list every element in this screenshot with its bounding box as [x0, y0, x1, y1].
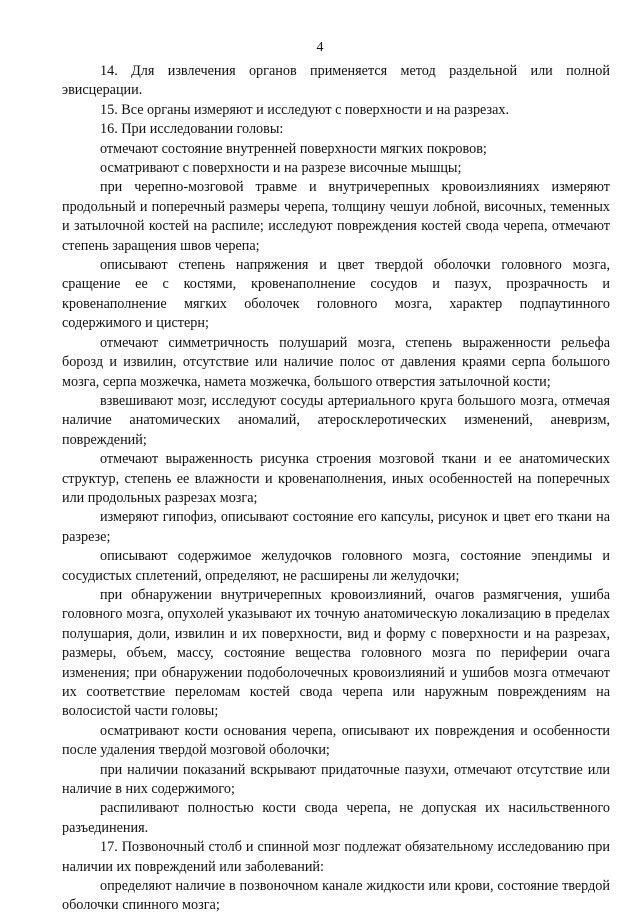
- paragraph-item: определяют наличие в позвоночном канале жидкости или крови, состояние твердой оболочки спинного мозга;: [62, 878, 610, 914]
- paragraph-item: осматривают с поверхности и на разрезе височные мышцы;: [100, 160, 462, 177]
- page-number: 4: [316, 40, 324, 55]
- paragraph-item: при наличии показаний вскрывают придаточные пазухи, отмечают отсутствие или наличие в них содержимого;: [62, 761, 610, 798]
- paragraph-item: при черепно-мозговой травме и внутричерепных кровоизлияниях измеряют продольный и поперечный размеры черепа, толщину чешуи лобной, височных, теменных и затылочной костей на распиле; исследуют повреждения костей свода черепа, отмечают степень заращения швов черепа;: [62, 179, 610, 254]
- paragraph-15: 15. Все органы измеряют и исследуют с поверхности и на разрезах.: [100, 101, 510, 118]
- paragraph-item: отмечают состояние внутренней поверхности мягких покровов;: [100, 140, 487, 157]
- paragraph-item: распиливают полностью кости свода черепа, не допуская их насильственного разъединения.: [62, 800, 610, 836]
- paragraph-item: описывают степень напряжения и цвет твердой оболочки головного мозга, сращение ее с костями, кровенаполнение сосудов и пазух, прозрачность и кровенаполнение мягких оболочек головного мозга, характер подпаутинного содержимого и цистерн;: [62, 257, 610, 332]
- paragraph-item: взвешивают мозг, исследуют сосуды артериального круга большого мозга, отмечая наличие анатомических аномалий, атеросклеротических изменений, аневризм, повреждений;: [62, 392, 610, 448]
- paragraph-14: 14. Для извлечения органов применяется метод раздельной или полной эвисцерации.: [62, 63, 610, 99]
- paragraph-item: при обнаружении внутричерепных кровоизлияний, очагов размягчения, ушиба головного мозга, опухолей указывают их точную анатомическую локализацию в пределах полушария, доли, извилин и их поверхности, вид и форму с поверхности и на разрезах, размеры, объем, массу, состояние вещества головного мозга по периферии очага изменения; при обнаружении подоболочечных кровоизлияний и ушибов мозга отмечают их соответствие переломам костей свода черепа или наружным повреждениям на волосистой части головы;: [62, 586, 610, 720]
- paragraph-item: отмечают выраженность рисунка строения мозговой ткани и ее анатомических структур, степень ее влажности и кровенаполнения, иных особенностей на поперечных или продольных разрезах мозга;: [62, 451, 610, 506]
- paragraph-item: описывают содержимое желудочков головного мозга, состояние эпендимы и сосудистых сплетений, определяют, не расширены ли желудочки;: [62, 548, 610, 584]
- paragraph-17: 17. Позвоночный столб и спинной мозг подлежат обязательному исследованию при наличии их повреждений или заболеваний:: [62, 839, 610, 875]
- paragraph-item: осматривают кости основания черепа, описывают их повреждения и особенности после удаления твердой мозговой оболочки;: [62, 722, 610, 759]
- document-body: [62, 62, 610, 916]
- paragraph-16: 16. При исследовании головы:: [100, 121, 284, 138]
- paragraph-item: отмечают симметричность полушарий мозга, степень выраженности рельефа борозд и извилин, отсутствие или наличие полос от давления краями серпа большого мозга, серпа мозжечка, намета мозжечка, большого отверстия затылочной кости;: [62, 334, 610, 390]
- paragraph-item: измеряют гипофиз, описывают состояние его капсулы, рисунок и цвет его ткани на разрезе;: [62, 509, 610, 545]
